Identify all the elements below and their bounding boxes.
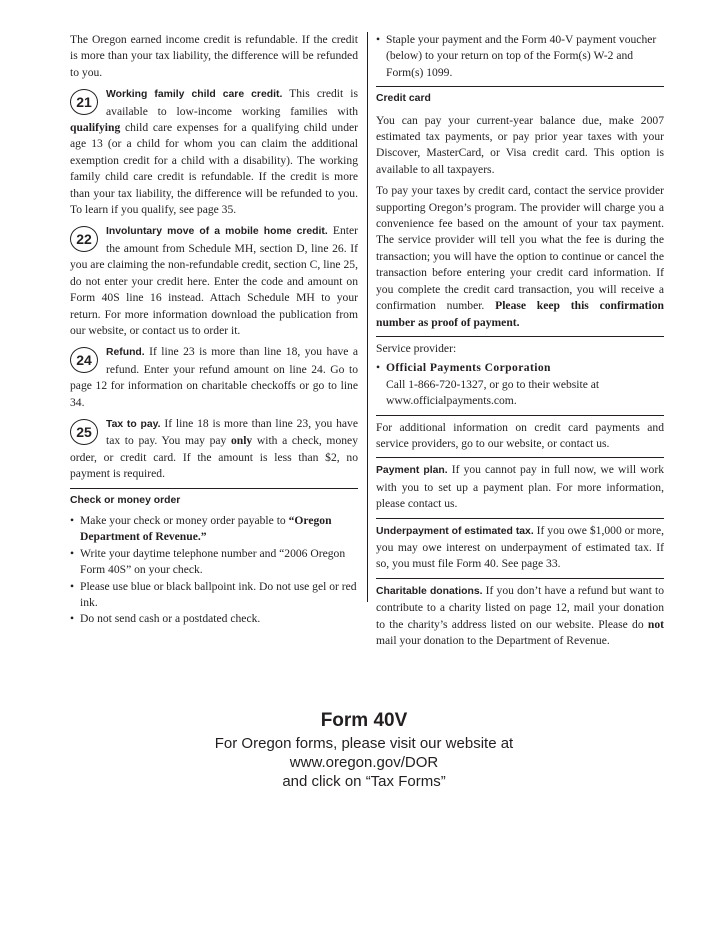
column-divider <box>367 32 368 602</box>
line-22-text-body: Enter the amount from Schedule MH, section D, line 26. If you are claiming the non-refundable credit, section C, line 25, do not enter your credit here. Enter the code and amount on Form 40S line 16 instead. Attach Schedule MH to your return. For more information download the publication from our website, or contact us to order it. <box>70 224 358 337</box>
line-25-title: Tax to pay. <box>106 418 161 430</box>
provider-url[interactable]: www.officialpayments.com. <box>386 394 517 408</box>
credit-card-paragraph-2-text: To pay your taxes by credit card, contact the service provider supporting Oregon’s program. The provider will charge you a convenience fee based on the amount of your tax payment. The service provider will tell you what the fee is during the transaction; you will have the option to continue or cancel the transaction before entering your credit card information. If you complete the credit card transaction, you will receive a confirmation number. <box>376 184 664 313</box>
provider-item <box>376 360 664 409</box>
bullet-payable <box>70 513 358 546</box>
line-21-section <box>70 86 358 218</box>
line-21-text-a: This credit is available to low-income working families with <box>106 87 358 118</box>
provider-list <box>376 360 664 409</box>
line-24-title: Refund. <box>106 347 145 359</box>
line-24-text <box>70 344 358 411</box>
line-25-badge: 25 <box>70 419 98 445</box>
charitable-text-a: If you don’t have a refund but want to contribute to a charity listed on page 12, mail your donation to the charity’s address listed on our website. Please do <box>376 583 664 631</box>
check-bullet-list <box>70 513 358 628</box>
line-25-text <box>70 416 358 483</box>
line-22-badge: 22 <box>70 226 98 252</box>
bullet-staple: • Staple your payment and the Form 40-V payment voucher (below) to your return on top of the Form(s) W-2 and Form(s) 1099. <box>376 32 664 81</box>
provider-phone: Call 1-866-720-1327, or go to their website at <box>386 377 600 391</box>
payment-plan-title: Payment plan. <box>376 465 448 477</box>
provider-name: Official Payments Corporation <box>386 361 551 375</box>
left-column <box>70 32 358 628</box>
line-22-section <box>70 223 358 339</box>
charitable-text-b: mail your donation to the Department of Revenue. <box>376 634 610 647</box>
line-21-title: Working family child care credit. <box>106 89 283 101</box>
line-21-badge: 21 <box>70 89 98 115</box>
footer-line-3: and click on “Tax Forms” <box>282 773 446 790</box>
only-emphasis: only <box>230 434 253 448</box>
footer-website[interactable]: www.oregon.gov/DOR <box>289 754 439 771</box>
charitable-title: Charitable donations. <box>376 585 483 597</box>
service-provider-label: Service provider: <box>376 336 664 357</box>
charitable-paragraph <box>376 578 664 650</box>
additional-info-paragraph: For additional information on credit card payments and service providers, go to our website, or contact us. <box>376 415 664 453</box>
form-40v-footer <box>0 708 728 791</box>
line-22-text <box>70 223 358 339</box>
line-22-title: Involuntary move of a mobile home credit. <box>106 226 328 238</box>
bullet-payable-text: Make your check or money order payable to <box>80 513 289 527</box>
staple-bullet-list <box>376 32 664 81</box>
not-emphasis: not <box>647 617 664 631</box>
payee-name: “Oregon Department of Revenue.” <box>80 513 332 544</box>
underpayment-text: If you owe $1,000 or more, you may owe interest on underpayment of estimated tax. If so, you must file Form 40. See page 33. <box>376 523 664 571</box>
bullet-no-cash: • Do not send cash or a postdated check. <box>70 611 358 627</box>
qualifying-emphasis: qualifying <box>70 121 121 135</box>
underpayment-title: Underpayment of estimated tax. <box>376 525 534 537</box>
line-21-text-b: child care expenses for a qualifying child under age 13 (or a child for whom you can claim the additional exemption credit for a child with a disability). The working family child care credit is refundable. If the credit is more than your tax liability, the difference will be refunded to you. To learn if you qualify, see page 35. <box>70 121 358 217</box>
line-21-text <box>70 86 358 218</box>
footer-line-1: For Oregon forms, please visit our website at <box>214 735 514 752</box>
credit-card-heading: Credit card <box>376 86 664 107</box>
underpayment-paragraph <box>376 518 664 573</box>
form-40v-title: Form 40V <box>320 710 408 731</box>
right-column <box>376 32 664 649</box>
line-24-badge: 24 <box>70 347 98 373</box>
line-24-text-body: If line 23 is more than line 18, you have a refund. Enter your refund amount on line 24. Go to page 12 for information on charitable checkoffs or go to line 34. <box>70 345 358 409</box>
bullet-ink: • Please use blue or black ballpoint ink. Do not use gel or red ink. <box>70 579 358 612</box>
eic-intro-paragraph: The Oregon earned income credit is refundable. If the credit is more than your tax liability, the difference will be refunded to you. <box>70 33 358 79</box>
credit-card-paragraph-2 <box>376 183 664 331</box>
line-25-text-b: with a check, money order, or credit card. If the amount is less than $2, no payment is required. <box>70 434 358 481</box>
payment-plan-paragraph <box>376 457 664 512</box>
line-25-section <box>70 416 358 483</box>
line-24-section <box>70 344 358 411</box>
keep-confirmation-emphasis: Please keep this confirmation number as proof of payment. <box>376 299 664 329</box>
credit-card-paragraph-1: You can pay your current-year balance due, make 2007 estimated tax payments, or pay prior year taxes with your Discover, MasterCard, or Visa credit card. This option is available to all taxpayers. <box>376 113 664 176</box>
line-25-text-a: If line 18 is more than line 23, you have tax to pay. You may pay <box>106 416 359 448</box>
check-money-order-heading: Check or money order <box>70 488 358 509</box>
payment-plan-text: If you cannot pay in full now, we will work with you to set up a payment plan. For more information, please contact us. <box>376 463 664 511</box>
bullet-phone: • Write your daytime telephone number and “2006 Oregon Form 40S” on your check. <box>70 546 358 579</box>
